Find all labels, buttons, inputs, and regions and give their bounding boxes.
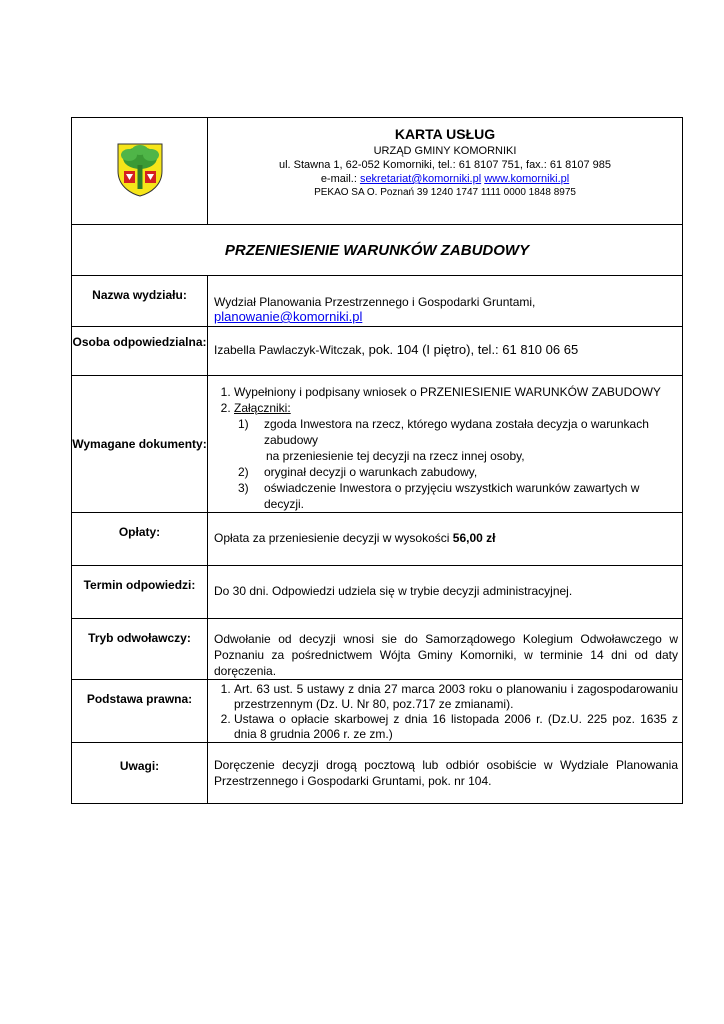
responsible-name: Izabella Pawlaczyk-Witczak [214, 343, 362, 357]
attachment-item: 1) zgoda Inwestora na rzecz, którego wydana została decyzja o warunkach zabudowy na przeniesienie tej decyzji na rzecz innej osoby, [238, 417, 649, 463]
deadline-value: Do 30 dni. Odpowiedzi udziela się w trybie decyzji administracyjnej. [208, 566, 683, 619]
attachment-item: 3) oświadczenie Inwestora o przyjęciu wszystkich warunków zawartych w decyzji. [238, 481, 640, 511]
documents-value [208, 376, 683, 513]
department-email-link[interactable]: planowanie@komorniki.pl [214, 309, 363, 324]
attachments-heading: Załączniki: [234, 401, 291, 415]
documents-label: Wymagane dokumenty: [72, 376, 208, 513]
attachment-item: 2) oryginał decyzji o warunkach zabudowy, [238, 465, 478, 479]
website-link[interactable]: www.komorniki.pl [484, 173, 570, 185]
appeal-value: Odwołanie od decyzji wnosi sie do Samorządowego Kolegium Odwoławczego w Poznaniu za pośrednictwem Wójta Gminy Komorniki, w terminie 14 dni od daty doręczenia. [208, 619, 683, 680]
document-item [234, 400, 678, 416]
remarks-value: Doręczenie decyzji drogą pocztową lub odbiór osobiście w Wydziale Planowania Przestrzennego i Gospodarki Gruntami, pok. nr 104. [208, 743, 683, 804]
remarks-label: Uwagi: [72, 743, 208, 804]
document-item: 1. Wypełniony i podpisany wniosek o PRZENIESIENIE WARUNKÓW ZABUDOWY [234, 384, 678, 400]
documents-list [214, 384, 678, 416]
service-card-table [71, 117, 683, 804]
responsible-label: Osoba odpowiedzialna: [72, 327, 208, 376]
fees-value [208, 513, 683, 566]
office-name: URZĄD GMINY KOMORNIKI [373, 145, 517, 157]
responsible-value [208, 327, 683, 376]
legal-item: 1. Art. 63 ust. 5 ustawy z dnia 27 marca 2003 roku o planowaniu i zagospodarowaniu przestrzennym (Dz. U. Nr 80, poz.717 ze zmianami). [234, 682, 678, 712]
office-address: ul. Stawna 1, 62-052 Komorniki, tel.: 61 8107 751, fax.: 61 8107 985 [278, 159, 612, 171]
contact-line [208, 172, 682, 186]
legal-item: 2. Ustawa o opłacie skarbowej z dnia 16 listopada 2006 r. (Dz.U. 225 poz. 1635 z dnia 8 grudnia 2006 r. ze zm.) [234, 712, 678, 742]
fees-amount: 56,00 zł [452, 531, 496, 545]
legal-label: Podstawa prawna: [72, 680, 208, 743]
logo-cell [72, 118, 208, 225]
deadline-label: Termin odpowiedzi: [72, 566, 208, 619]
department-label: Nazwa wydziału: [72, 276, 208, 327]
attachments-list [214, 416, 678, 512]
legal-list [214, 682, 678, 742]
card-title: KARTA USŁUG [394, 126, 496, 142]
coat-of-arms-logo [115, 141, 165, 197]
header-info-cell [208, 118, 683, 225]
department-value [208, 276, 683, 327]
responsible-details: , pok. 104 (I piętro), tel.: 61 810 06 65 [361, 342, 579, 357]
office-email-link[interactable]: sekretariat@komorniki.pl [359, 173, 482, 185]
bank-account: PEKAO SA O. Poznań 39 1240 1747 1111 0000 1848 8975 [314, 187, 576, 198]
department-name: Wydział Planowania Przestrzennego i Gospodarki Gruntami, [214, 295, 536, 309]
legal-value [208, 680, 683, 743]
fees-label: Opłaty: [72, 513, 208, 566]
email-label: e-mail.: [320, 173, 360, 185]
appeal-label: Tryb odwoławczy: [72, 619, 208, 680]
fees-text: Opłata za przeniesienie decyzji w wysokości [214, 531, 453, 545]
service-title: PRZENIESIENIE WARUNKÓW ZABUDOWY [72, 225, 683, 276]
